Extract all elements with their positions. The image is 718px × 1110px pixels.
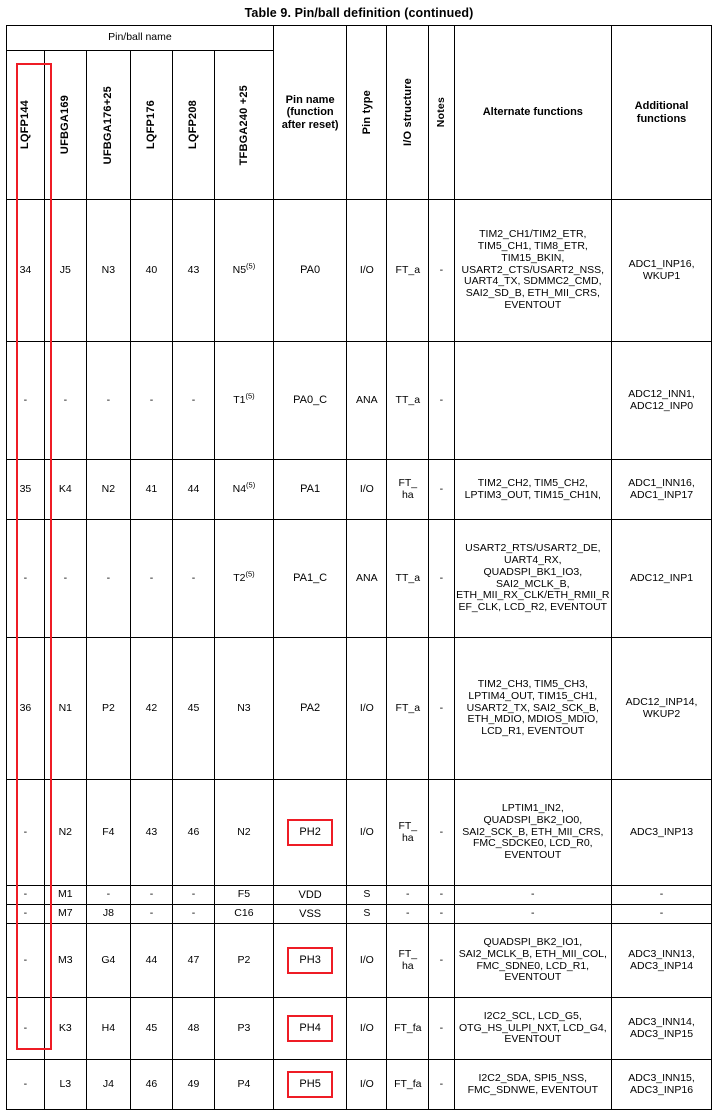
cell-alternate-functions: TIM2_CH2, TIM5_CH2, LPTIM3_OUT, TIM15_CH1N, — [454, 460, 612, 520]
cell-ufbga176: - — [86, 342, 130, 460]
cell-lqfp208: - — [172, 905, 214, 924]
cell-lqfp208: 47 — [172, 924, 214, 998]
cell-notes: - — [429, 905, 454, 924]
cell-pin-type: I/O — [347, 924, 387, 998]
table-caption: Table 9. Pin/ball definition (continued) — [244, 6, 474, 20]
cell-additional-functions: ADC3_INN13, ADC3_INP14 — [612, 924, 712, 998]
cell-lqfp176: 46 — [130, 1060, 172, 1110]
cell-ufbga169: K3 — [44, 998, 86, 1060]
cell-lqfp144: - — [7, 1060, 45, 1110]
cell-alternate-functions: QUADSPI_BK2_IO1, SAI2_MCLK_B, ETH_MII_COL, FMC_SDNE0, LCD_R1, EVENTOUT — [454, 924, 612, 998]
cell-pin-name: VDD — [273, 886, 347, 905]
cell-pin-type: I/O — [347, 638, 387, 780]
cell-pin-type: I/O — [347, 780, 387, 886]
cell-notes: - — [429, 1060, 454, 1110]
cell-alternate-functions: TIM2_CH1/TIM2_ETR, TIM5_CH1, TIM8_ETR, TIM15_BKIN, USART2_CTS/USART2_NSS, UART4_TX, SDMMC2_CMD, SAI2_SD_B, ETH_MII_CRS, EVENTOUT — [454, 200, 612, 342]
pin-name-highlight-box: PH5 — [287, 1071, 332, 1097]
cell-ufbga176: - — [86, 520, 130, 638]
table-row — [7, 1060, 712, 1110]
cell-lqfp176: - — [130, 520, 172, 638]
cell-lqfp176: 43 — [130, 780, 172, 886]
cell-tfbga240: T2$^{(5)}$ — [214, 520, 273, 638]
cell-pin-name: VSS — [273, 905, 347, 924]
cell-tfbga240: F5 — [214, 886, 273, 905]
pin-name-highlight-box: PH3 — [287, 947, 332, 973]
cell-io-structure: - — [387, 905, 429, 924]
cell-pin-name-highlighted — [273, 998, 347, 1060]
cell-ufbga169: M1 — [44, 886, 86, 905]
cell-alternate-functions: I2C2_SDA, SPI5_NSS, FMC_SDNWE, EVENTOUT — [454, 1060, 612, 1110]
table-body — [7, 200, 712, 1110]
cell-ufbga176: J8 — [86, 905, 130, 924]
cell-notes: - — [429, 342, 454, 460]
cell-alternate-functions: I2C2_SCL, LCD_G5, OTG_HS_ULPI_NXT, LCD_G4, EVENTOUT — [454, 998, 612, 1060]
cell-pin-type: S — [347, 905, 387, 924]
table-row — [7, 342, 712, 460]
cell-ufbga176: N3 — [86, 200, 130, 342]
cell-pin-name: PA2 — [273, 638, 347, 780]
cell-pin-type: ANA — [347, 520, 387, 638]
cell-tfbga240: N3 — [214, 638, 273, 780]
cell-additional-functions: - — [612, 905, 712, 924]
cell-ufbga169: J5 — [44, 200, 86, 342]
cell-additional-functions: ADC3_INN14, ADC3_INP15 — [612, 998, 712, 1060]
cell-tfbga240: P4 — [214, 1060, 273, 1110]
cell-lqfp176: - — [130, 886, 172, 905]
cell-io-structure: FT_ ha — [387, 460, 429, 520]
cell-lqfp208: 45 — [172, 638, 214, 780]
cell-lqfp176: 42 — [130, 638, 172, 780]
cell-ufbga169: K4 — [44, 460, 86, 520]
cell-ufbga176: - — [86, 886, 130, 905]
cell-additional-functions: ADC12_INP14, WKUP2 — [612, 638, 712, 780]
cell-alternate-functions: TIM2_CH3, TIM5_CH3, LPTIM4_OUT, TIM15_CH1, USART2_TX, SAI2_SCK_B, ETH_MDIO, MDIOS_MDIO, LCD_R1, EVENTOUT — [454, 638, 612, 780]
cell-lqfp144: - — [7, 998, 45, 1060]
cell-pin-name: PA0_C — [273, 342, 347, 460]
header-pin-ball-name: Pin/ball name — [7, 26, 274, 51]
cell-alternate-functions: LPTIM1_IN2, QUADSPI_BK2_IO0, SAI2_SCK_B, ETH_MII_CRS, FMC_SDCKE0, LCD_R0, EVENTOUT — [454, 780, 612, 886]
cell-pin-name: PA1 — [273, 460, 347, 520]
cell-lqfp144: 34 — [7, 200, 45, 342]
cell-lqfp208: 44 — [172, 460, 214, 520]
pin-name-highlight-box: PH2 — [287, 819, 332, 845]
cell-pin-type: S — [347, 886, 387, 905]
table-row — [7, 200, 712, 342]
cell-notes: - — [429, 998, 454, 1060]
cell-lqfp176: 41 — [130, 460, 172, 520]
header-notes: Notes — [429, 26, 454, 200]
table-row — [7, 520, 712, 638]
cell-additional-functions: ADC1_INP16, WKUP1 — [612, 200, 712, 342]
cell-io-structure: FT_a — [387, 638, 429, 780]
table-row — [7, 638, 712, 780]
cell-io-structure: FT_fa — [387, 1060, 429, 1110]
cell-ufbga176: J4 — [86, 1060, 130, 1110]
cell-tfbga240: P3 — [214, 998, 273, 1060]
header-io-structure: I/O structure — [387, 26, 429, 200]
cell-io-structure: FT_ ha — [387, 780, 429, 886]
cell-pin-type: I/O — [347, 460, 387, 520]
cell-tfbga240: N2 — [214, 780, 273, 886]
header-ufbga169: UFBGA169 — [44, 51, 86, 200]
table-row — [7, 780, 712, 886]
cell-ufbga176: N2 — [86, 460, 130, 520]
cell-io-structure: FT_fa — [387, 998, 429, 1060]
cell-lqfp208: - — [172, 886, 214, 905]
pin-name-highlight-box: PH4 — [287, 1015, 332, 1041]
cell-notes: - — [429, 886, 454, 905]
cell-lqfp144: - — [7, 924, 45, 998]
cell-notes: - — [429, 924, 454, 998]
table-row — [7, 905, 712, 924]
table-header-group-row — [7, 26, 712, 51]
cell-pin-name-highlighted — [273, 780, 347, 886]
cell-tfbga240: T1$^{(5)}$ — [214, 342, 273, 460]
cell-lqfp144: - — [7, 886, 45, 905]
cell-lqfp144: - — [7, 780, 45, 886]
cell-ufbga169: L3 — [44, 1060, 86, 1110]
cell-notes: - — [429, 200, 454, 342]
cell-lqfp144: - — [7, 342, 45, 460]
cell-pin-name-highlighted — [273, 1060, 347, 1110]
cell-ufbga169: - — [44, 342, 86, 460]
cell-alternate-functions: USART2_RTS/USART2_DE, UART4_RX, QUADSPI_BK1_IO3, SAI2_MCLK_B, ETH_MII_RX_CLK/ETH_RMII_REF_CLK, LCD_R2, EVENTOUT — [454, 520, 612, 638]
cell-ufbga169: - — [44, 520, 86, 638]
cell-lqfp208: 48 — [172, 998, 214, 1060]
cell-additional-functions: ADC1_INN16, ADC1_INP17 — [612, 460, 712, 520]
cell-lqfp144: 35 — [7, 460, 45, 520]
cell-additional-functions: ADC12_INN1, ADC12_INP0 — [612, 342, 712, 460]
cell-lqfp176: - — [130, 342, 172, 460]
header-lqfp144: LQFP144 — [7, 51, 45, 200]
cell-pin-type: I/O — [347, 200, 387, 342]
cell-additional-functions: ADC3_INN15, ADC3_INP16 — [612, 1060, 712, 1110]
header-pin-type: Pin type — [347, 26, 387, 200]
cell-tfbga240: P2 — [214, 924, 273, 998]
cell-lqfp144: - — [7, 520, 45, 638]
cell-lqfp208: - — [172, 342, 214, 460]
header-alternate-functions: Alternate functions — [454, 26, 612, 200]
cell-alternate-functions — [454, 342, 612, 460]
cell-ufbga169: N1 — [44, 638, 86, 780]
cell-ufbga176: G4 — [86, 924, 130, 998]
cell-pin-name: PA0 — [273, 200, 347, 342]
cell-notes: - — [429, 520, 454, 638]
pin-ball-definition-table — [6, 25, 712, 1110]
cell-ufbga176: P2 — [86, 638, 130, 780]
cell-notes: - — [429, 460, 454, 520]
cell-io-structure: TT_a — [387, 520, 429, 638]
cell-lqfp208: 43 — [172, 200, 214, 342]
cell-notes: - — [429, 638, 454, 780]
cell-pin-name: PA1_C — [273, 520, 347, 638]
cell-alternate-functions: - — [454, 905, 612, 924]
cell-notes: - — [429, 780, 454, 886]
table-row — [7, 460, 712, 520]
cell-pin-type: I/O — [347, 998, 387, 1060]
cell-additional-functions: - — [612, 886, 712, 905]
cell-tfbga240: C16 — [214, 905, 273, 924]
header-lqfp176: LQFP176 — [130, 51, 172, 200]
cell-lqfp176: 44 — [130, 924, 172, 998]
cell-lqfp176: 45 — [130, 998, 172, 1060]
header-lqfp208: LQFP208 — [172, 51, 214, 200]
cell-ufbga169: M3 — [44, 924, 86, 998]
cell-ufbga176: H4 — [86, 998, 130, 1060]
cell-lqfp144: - — [7, 905, 45, 924]
cell-lqfp176: 40 — [130, 200, 172, 342]
cell-additional-functions: ADC12_INP1 — [612, 520, 712, 638]
cell-io-structure: FT_a — [387, 200, 429, 342]
cell-io-structure: - — [387, 886, 429, 905]
cell-additional-functions: ADC3_INP13 — [612, 780, 712, 886]
header-tfbga240: TFBGA240 +25 — [214, 51, 273, 200]
cell-alternate-functions: - — [454, 886, 612, 905]
cell-ufbga169: N2 — [44, 780, 86, 886]
cell-tfbga240: N5$^{(5)}$ — [214, 200, 273, 342]
header-ufbga176: UFBGA176+25 — [86, 51, 130, 200]
cell-ufbga169: M7 — [44, 905, 86, 924]
cell-lqfp144: 36 — [7, 638, 45, 780]
cell-lqfp176: - — [130, 905, 172, 924]
cell-ufbga176: F4 — [86, 780, 130, 886]
cell-io-structure: TT_a — [387, 342, 429, 460]
cell-pin-name-highlighted — [273, 924, 347, 998]
cell-lqfp208: 49 — [172, 1060, 214, 1110]
table-row — [7, 886, 712, 905]
cell-tfbga240: N4$^{(5)}$ — [214, 460, 273, 520]
cell-pin-type: ANA — [347, 342, 387, 460]
table-row — [7, 924, 712, 998]
cell-lqfp208: - — [172, 520, 214, 638]
header-additional-functions: Additional functions — [612, 26, 712, 200]
cell-io-structure: FT_ ha — [387, 924, 429, 998]
header-pin-name: Pin name (function after reset) — [273, 26, 347, 200]
table-row — [7, 998, 712, 1060]
cell-pin-type: I/O — [347, 1060, 387, 1110]
cell-lqfp208: 46 — [172, 780, 214, 886]
